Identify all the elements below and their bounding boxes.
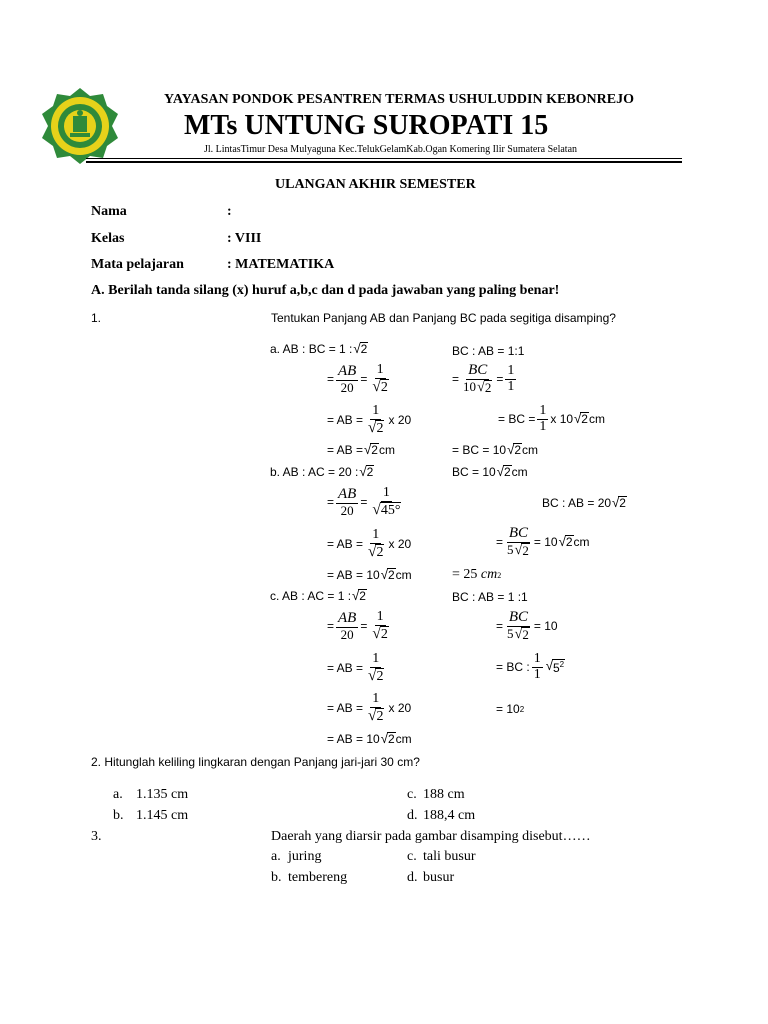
q1-c-bc-ab-ratio: BC : AB = 1 :1 (452, 590, 528, 604)
q3-option-b-text[interactable]: tembereng (288, 870, 348, 885)
q1-b-ab-ac-ratio: b. AB : AC = 20 : √ 2 (270, 464, 374, 480)
school-address: Jl. LintasTimur Desa Mulyaguna Kec.TelukGelamKab.Ogan Komering Ilir Sumatera Selatan (204, 144, 578, 155)
q1-c-ab-ac-ratio: c. AB : AC = 1 : √ 2 (270, 588, 366, 604)
header-rule-thin (86, 158, 682, 159)
q1-a-step2-right: = BC = $\frac{1}{1}$ x 10 √ 2 cm (498, 403, 605, 434)
q2-option-b-letter[interactable]: b. (113, 808, 124, 823)
q1-b-bc-ab-ratio: BC : AB = 20 √ 2 (542, 495, 626, 511)
school-name: MTs UNTUNG SUROPATI 15 (184, 110, 549, 141)
q1-a-result-left: = AB = √ 2 cm (327, 442, 395, 458)
header-rule-thick (86, 161, 682, 163)
q3-option-a-text[interactable]: juring (288, 849, 322, 864)
q3-number: 3. (91, 829, 102, 844)
q1-c-step1-right: = BC 5 √ 2 = 10 (496, 609, 558, 642)
q3-text: Daerah yang diarsir pada gambar disamping disebut…… (271, 829, 591, 844)
field-value-name: : (227, 204, 232, 219)
q1-c-step2-left: = AB = 1 √ 2 (327, 651, 384, 684)
q2-text: 2. Hitunglah keliling lingkaran dengan Panjang jari-jari 30 cm? (91, 755, 420, 769)
q1-number: 1. (91, 311, 102, 325)
school-logo-seal (40, 86, 120, 166)
q2-option-b-text[interactable]: 1.145 cm (136, 808, 189, 823)
q2-option-c-letter[interactable]: c. (407, 787, 417, 802)
field-label-class: Kelas (91, 231, 125, 246)
q1-c-step3-left: = AB = 1 √ 2 x 20 (327, 691, 412, 724)
field-value-class: : VIII (227, 231, 262, 246)
q1-a-result-right: = BC = 10 √ 2 cm (452, 442, 538, 458)
q1-c-result-left: = AB = 10 √ 2 cm (327, 731, 412, 747)
q2-option-a-text[interactable]: 1.135 cm (136, 787, 189, 802)
q1-b-step1-left: = $\frac{AB}{20}$ = 1 √ 45° (327, 485, 401, 518)
q3-option-d-text[interactable]: busur (423, 870, 455, 885)
q1-a-bc-ab-ratio: BC : AB = 1:1 (452, 344, 525, 358)
field-value-subject: : MATEMATIKA (227, 257, 335, 272)
q2-option-d-text[interactable]: 188,4 cm (423, 808, 476, 823)
foundation-name: YAYASAN PONDOK PESANTREN TERMAS USHULUDDIN KEBONREJO (164, 92, 634, 107)
q2-option-d-letter[interactable]: d. (407, 808, 418, 823)
q1-c-step3-right: = 10 2 (496, 702, 525, 716)
q2-option-a-letter[interactable]: a. (113, 787, 123, 802)
q3-option-a-letter[interactable]: a. (271, 849, 281, 864)
exam-title: ULANGAN AKHIR SEMESTER (275, 177, 476, 192)
section-a-instruction: A. Berilah tanda silang (x) huruf a,b,c dan d pada jawaban yang paling benar! (91, 283, 560, 298)
q3-option-d-letter[interactable]: d. (407, 870, 418, 885)
q3-option-b-letter[interactable]: b. (271, 870, 282, 885)
q1-b-step2-right: = BC 5 √ 2 = 10 √ 2 cm (496, 525, 590, 558)
q1-a-ab-bc-ratio: a. AB : BC = 1 : √ 2 (270, 341, 368, 357)
q1-c-step2-right: = BC : $\frac{1}{1}$ √ $5^2$ (496, 651, 565, 682)
q3-option-c-letter[interactable]: c. (407, 849, 417, 864)
q1-text: Tentukan Panjang AB dan Panjang BC pada segitiga disamping? (271, 311, 616, 325)
q1-b-result-left: = AB = 10 √ 2 cm (327, 567, 412, 583)
q1-a-step1-right: = BC 10 √ 2 = $\frac{1}{1}$ (452, 362, 515, 395)
field-label-name: Nama (91, 204, 127, 219)
q1-b-step2-left: = AB = 1 √ 2 x 20 (327, 527, 412, 560)
q1-a-step1-left: = $\frac{AB}{20}$ = 1 √ 2 (327, 362, 388, 395)
q1-a-step2-left: = AB = 1 √ 2 x 20 (327, 403, 412, 436)
field-label-subject: Mata pelajaran (91, 257, 184, 272)
q1-b-result-right: = 25 cm 2 (452, 567, 502, 582)
q1-c-step1-left: = $\frac{AB}{20}$ = 1 √ 2 (327, 609, 388, 642)
q3-option-c-text[interactable]: tali busur (423, 849, 476, 864)
q1-b-bc-value: BC = 10 √ 2 cm (452, 464, 528, 480)
q2-option-c-text[interactable]: 188 cm (423, 787, 465, 802)
